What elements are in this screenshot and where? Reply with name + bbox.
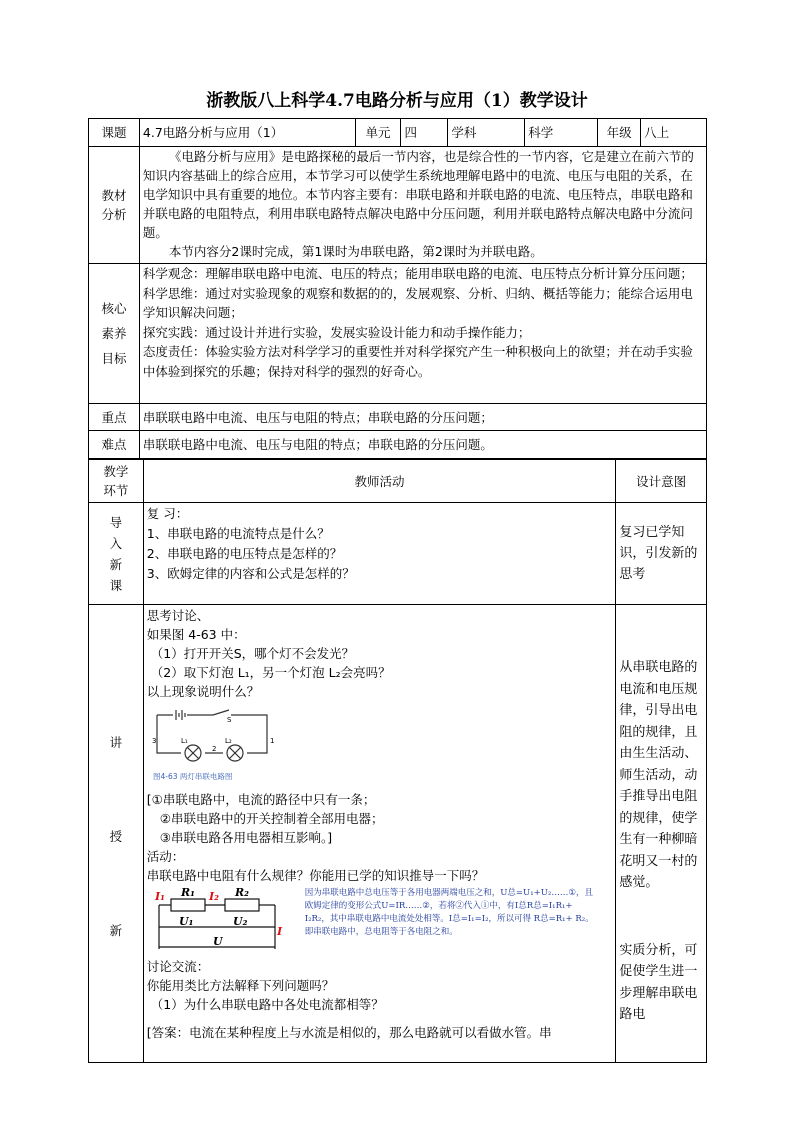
teach-line-c3: （1）为什么串联电路中各处电流都相等？ — [150, 997, 384, 1012]
grade-value: 八上 — [641, 119, 707, 147]
series-circuit-figure — [151, 705, 281, 787]
core-line-1: 科学观念：理解串联电路中电流、电压的特点；能用串联电路的电流、电压特点分析计算分压问题； — [142, 266, 693, 281]
figure-caption: 图4-63 两灯串联电路图 — [152, 772, 233, 781]
page-title: 浙教版八上科学4.7电路分析与应用（1）教学设计 — [206, 91, 588, 111]
r2-label: R₂ — [234, 887, 249, 899]
core-label: 核心 素养 目标 — [89, 264, 140, 404]
unit-value: 四 — [401, 119, 448, 147]
u2-label: U₂ — [232, 915, 248, 928]
intro-intent: 复习已学知识，引发新的思考 — [616, 503, 707, 605]
lamp-l1-label: L₁ — [180, 737, 188, 745]
process-table — [88, 459, 707, 1063]
u-label: U — [212, 935, 223, 948]
intro-line-2: 1、串联电路的电流特点是什么？ — [146, 526, 330, 541]
intro-line-3: 2、串联电路的电压特点是怎样的？ — [146, 546, 343, 561]
teach-stage: 讲 授 新 — [89, 605, 144, 1063]
teach-line-b5: 串联电路中电阻有什么规律？你能用已学的知识推导一下吗？ — [146, 868, 485, 883]
key-text: 串联联电路中电流、电压与电阻的特点；串联电路的分压问题； — [139, 404, 706, 431]
teach-content — [143, 605, 616, 1063]
teach-line-a4: （2）取下灯泡 L₁，另一个灯泡 L₂会亮吗？ — [150, 665, 391, 680]
core-content — [139, 264, 706, 404]
teach-line-b3: ③串联电路各用电器相互影响。] — [159, 830, 333, 845]
subject-value: 科学 — [525, 119, 598, 147]
subject-label: 学科 — [448, 119, 525, 147]
material-para-2: 本节内容分2课时完成，第1课时为串联电路，第2课时为并联电路。 — [168, 244, 543, 259]
topic-value: 4.7电路分析与应用（1） — [139, 119, 355, 147]
material-label: 教材 分析 — [89, 147, 140, 264]
core-line-2: 科学思维：通过对实验现象的观察和数据的的，发展观察、分析、归纳、概括等能力；能综合运用电学知识解决问题； — [142, 285, 693, 320]
node-2-label: 2 — [211, 745, 217, 753]
core-line-3: 探究实践：通过设计并进行实验，发展实验设计能力和动手操作能力； — [142, 324, 531, 340]
difficulty-label: 难点 — [89, 431, 140, 459]
i-label: I — [276, 925, 282, 938]
r1-label: R₁ — [180, 887, 195, 899]
u1-label: U₁ — [178, 915, 194, 928]
node-3-label: 3 — [151, 737, 157, 745]
teach-line-c4: [答案：电流在某种程度上与水流是相似的，那么电路就可以看做水管。串 — [146, 1025, 552, 1040]
teach-line-a2: 如果图 4-63 中： — [146, 627, 246, 642]
teach-line-c1: 讨论交流： — [146, 959, 210, 974]
teach-line-b4: 活动： — [146, 849, 185, 864]
design-intent-header: 设计意图 — [616, 460, 707, 503]
switch-label: S — [226, 716, 232, 724]
unit-label: 单元 — [355, 119, 401, 147]
intro-content — [143, 503, 616, 605]
i1-label: I₁ — [154, 890, 165, 903]
grade-label: 年级 — [598, 119, 641, 147]
stage-header: 教学 环节 — [89, 460, 144, 503]
resistor-series-figure — [153, 887, 288, 957]
teacher-activity-header: 教师活动 — [143, 460, 616, 503]
derivation-text: 因为串联电路中总电压等于各用电器两端电压之和，U总=U₁+U₂……①，且欧姆定律的变形公式U=IR……②，若将②代入①中，有I总R总=I₁R₁+ I₂R₂，其中串联电路中电流处处相等。I总=I₁=I₂，所以可得 R总=R₁+ R₂。即串联电路中，总电阻等于各电阻之和。 — [304, 888, 594, 937]
derivation-block — [147, 887, 613, 957]
teach-intent — [616, 605, 707, 1063]
intro-stage: 导 入 新 课 — [89, 503, 144, 605]
teach-line-c2: 你能用类比方法解释下列问题吗？ — [146, 978, 335, 993]
difficulty-text: 串联联电路中电流、电压与电阻的特点；串联电路的分压问题。 — [139, 431, 706, 459]
node-1-label: 1 — [269, 737, 275, 745]
intro-line-4: 3、欧姆定律的内容和公式是怎样的？ — [146, 566, 355, 581]
teach-intent-a: 从串联电路的电流和电压规律，引导出电阻的规律，且由生生活动、师生活动，动手推导出电阻的规律，使学生有一种柳暗花明又一村的感觉。 — [619, 660, 698, 890]
material-para-1: 《电路分析与应用》是电路探秘的最后一节内容，也是综合性的一节内容，它是建立在前六节的知识内容基础上的综合应用，本节学习可以使学生系统地理解电路中的电流、电压与电阻的关系，在电学知识中具有重要的地位。本节内容主要有：串联电路和并联电路的电流、电压特点，串联电路和并联电路的电阻特点，利用串联电路特点解决电路中分压问题，利用并联电路特点解决电路中分流问题。 — [142, 149, 694, 240]
key-label: 重点 — [89, 404, 140, 431]
teach-line-a1: 思考讨论、 — [146, 608, 210, 623]
core-line-4: 态度责任：体验实验方法对科学学习的重要性并对科学探究产生一种积极向上的欲望；并在动手实验中体验到探究的乐趣；保持对科学的强烈的好奇心。 — [142, 344, 693, 379]
lesson-info-table — [88, 118, 707, 459]
teach-line-b1: [①串联电路中，电流的路径中只有一条； — [146, 792, 376, 807]
teach-line-b2: ②串联电路中的开关控制着全部用电器； — [159, 811, 384, 826]
teach-intent-b: 实质分析，可促使学生进一步理解串联电路电 — [619, 942, 698, 1022]
teach-line-a5: 以上现象说明什么？ — [146, 684, 260, 699]
topic-label: 课题 — [89, 119, 140, 147]
material-content — [139, 147, 706, 264]
lamp-l2-label: L₂ — [224, 737, 232, 745]
intro-line-1: 复 习： — [146, 506, 189, 521]
i2-label: I₂ — [208, 890, 219, 903]
teach-line-a3: （1）打开开关S，哪个灯不会发光？ — [150, 646, 355, 661]
